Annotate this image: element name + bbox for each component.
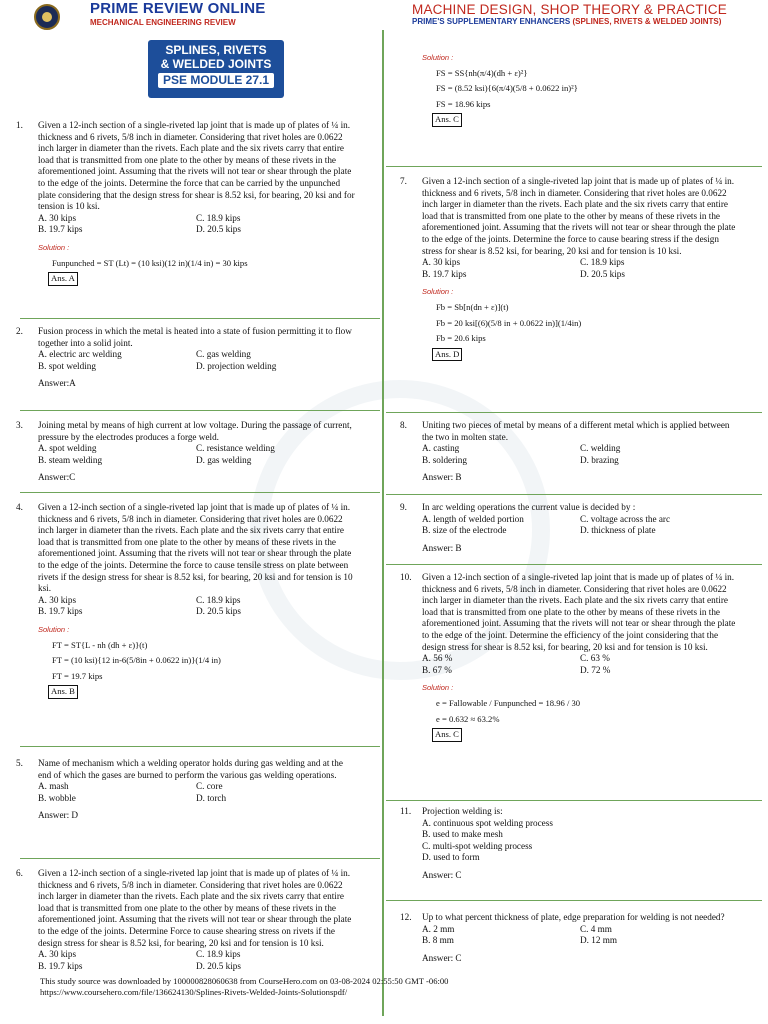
header-left	[34, 0, 374, 100]
question-text: Joining metal by means of high current at low voltage. During the passage of current, pressure by the electrodes produces a forge weld.	[38, 420, 352, 442]
book-subtitle	[412, 17, 721, 26]
question-left-6	[16, 868, 356, 972]
question-text: Up to what percent thickness of plate, edge preparation for welding is not needed?	[422, 912, 725, 922]
equation: FT = 19.7 kips	[52, 670, 103, 681]
option-row	[38, 949, 356, 961]
option: A. continuous spot welding process	[422, 817, 553, 828]
option: B. wobble	[38, 792, 76, 803]
answer-text: Answer:A	[38, 378, 76, 389]
solution-label: Solution :	[422, 683, 454, 693]
option: D. thickness of plate	[580, 525, 656, 536]
question-left-4	[16, 502, 356, 699]
brand-subtitle: MECHANICAL ENGINEERING REVIEW	[90, 18, 236, 27]
equation: FT = (10 ksi){12 in-6(5/8in + 0.0622 in)}(1/4 in)	[52, 655, 221, 666]
solution-label: Solution :	[422, 287, 454, 297]
question-right-1	[422, 46, 578, 127]
question-text: In arc welding operations the current value is decided by :	[422, 502, 636, 512]
question-separator	[386, 800, 762, 801]
option-row	[422, 257, 740, 269]
footer	[40, 976, 720, 998]
solution-label: Solution :	[38, 624, 70, 634]
option-row	[422, 443, 740, 455]
option: A. spot welding	[38, 443, 97, 454]
question-right-7	[400, 912, 740, 964]
question-right-2	[400, 176, 740, 361]
column-divider	[382, 30, 384, 1016]
question-number: 2.	[16, 326, 23, 336]
footer-source: This study source was downloaded by 100000828060638 from CourseHero.com on 03-08-2024 02:55:50 GMT -06:00	[40, 976, 449, 986]
option: C. 63 %	[580, 653, 610, 664]
option-row	[422, 455, 740, 467]
option-row	[422, 935, 740, 947]
question-right-3	[400, 420, 740, 484]
option-row	[422, 852, 740, 864]
option-row	[38, 213, 356, 225]
option: C. multi-spot welding process	[422, 840, 533, 851]
option: B. 8 mm	[422, 935, 454, 946]
question-number: 10.	[400, 572, 412, 582]
answer-text: Answer: B	[422, 542, 462, 553]
logo-icon	[34, 4, 60, 30]
question-text: Projection welding is:	[422, 806, 503, 816]
option: A. 30 kips	[38, 594, 77, 605]
option: B. spot welding	[38, 360, 96, 371]
option: C. gas welding	[196, 349, 251, 360]
option: D. 72 %	[580, 664, 611, 675]
question-right-4	[400, 502, 740, 554]
option: A. mash	[38, 781, 69, 792]
equation: FT = ST{L - nh (dh + ε)}(t)	[52, 639, 148, 650]
question-number: 12.	[400, 912, 412, 922]
question-number: 1.	[16, 120, 23, 130]
question-text: Given a 12-inch section of a single-riveted lap joint that is made up of plates of ¼ in. thickness and 6 rivets, 5/8 inch in diameter. Considering that rivet holes are 0.0622 inch larger in diameter than the rivets. Each plate and the six rivets carry that entire load that is transmitted from one plate to the other by means of these rivets in the aforementioned joint. Assuming that the rivets will not tear or shear through the plate to the edge of the joints. Determine Force to cause shearing stress on rivets if the design stress for shear is 8.52 ksi, for bearing, 20 ksi and for tension is 10 ksi.	[38, 868, 352, 948]
book-sub-topic: (SPLINES, RIVETS & WELDED JOINTS)	[572, 17, 722, 26]
equation: Fb = 20.6 kips	[436, 333, 486, 344]
options	[38, 781, 356, 804]
option-row	[38, 781, 356, 793]
option: B. 19.7 kips	[38, 606, 83, 617]
option-row	[422, 818, 740, 830]
option: A. 2 mm	[422, 923, 455, 934]
question-right-5	[400, 572, 740, 742]
module-line3: PSE MODULE 27.1	[158, 73, 274, 88]
option: B. steam welding	[38, 454, 103, 465]
question-separator	[20, 858, 380, 859]
question-text: Given a 12-inch section of a single-riveted lap joint that is made up of plates of ¼ in. thickness and 6 rivets, 5/8 inch in diameter. Considering that rivet holes are 0.0622 inch larger in diameter than the rivets. Each plate and the six rivets carry that entire load that is transmitted from one plate to the other by means of these rivets in the aforementioned joint. Assuming that the rivets will not tear or shear through the plate to the edge of the joints. Determine the force that can be carried by the unpunched plate considering that the design stress for shear is 8.52 ksi, for bearing, 20 ksi and for tension is 10 ksi.	[38, 120, 355, 212]
question-text: Uniting two pieces of metal by means of a different metal which is applied between the two in molten state.	[422, 420, 730, 442]
answer-box: Ans. C	[432, 728, 462, 742]
options	[38, 213, 356, 236]
option: C. 18.9 kips	[580, 257, 625, 268]
footer-url: https://www.coursehero.com/file/136624130/Splines-Rivets-Welded-Joints-Solutionspdf/	[40, 987, 348, 997]
option-row	[422, 525, 740, 537]
question-separator	[20, 746, 380, 747]
option-row	[38, 961, 356, 973]
options	[422, 443, 740, 466]
question-number: 6.	[16, 868, 23, 878]
option-row	[422, 653, 740, 665]
equation: Funpunched = ST (Lt) = (10 ksi)(12 in)(1/4 in) = 30 kips	[52, 257, 248, 268]
option: A. 56 %	[422, 653, 453, 664]
question-separator	[386, 166, 762, 167]
question-text: Fusion process in which the metal is heated into a state of fusion permitting it to flow together into a solid joint.	[38, 326, 352, 348]
option: D. projection welding	[196, 360, 277, 371]
option: D. gas welding	[196, 454, 252, 465]
option: B. used to make mesh	[422, 829, 503, 840]
option: C. resistance welding	[196, 443, 275, 454]
option: C. welding	[580, 443, 621, 454]
question-left-2	[16, 326, 356, 390]
question-left-3	[16, 420, 356, 484]
option: A. 30 kips	[422, 257, 461, 268]
question-left-1	[16, 120, 356, 286]
answer-box: Ans. D	[432, 348, 462, 362]
option: A. electric arc welding	[38, 349, 122, 360]
option-row	[422, 269, 740, 281]
option: D. 20.5 kips	[580, 268, 625, 279]
option: A. casting	[422, 443, 460, 454]
options	[38, 443, 356, 466]
option: A. 30 kips	[38, 212, 77, 223]
option: D. 20.5 kips	[196, 224, 241, 235]
option-row	[38, 595, 356, 607]
option: B. 19.7 kips	[38, 960, 83, 971]
answer-text: Answer:C	[38, 472, 76, 483]
question-number: 5.	[16, 758, 23, 768]
option: C. 4 mm	[580, 923, 612, 934]
answer-text: Answer: C	[422, 952, 462, 963]
question-separator	[20, 318, 380, 319]
options	[422, 514, 740, 537]
question-number: 7.	[400, 176, 407, 186]
question-separator	[386, 494, 762, 495]
options	[422, 653, 740, 676]
option: C. 18.9 kips	[196, 212, 241, 223]
book-title: MACHINE DESIGN, SHOP THEORY & PRACTICE	[412, 2, 727, 17]
module-line1: SPLINES, RIVETS	[165, 43, 267, 57]
option-row	[422, 665, 740, 677]
question-separator	[20, 492, 380, 493]
option: B. 19.7 kips	[422, 268, 467, 279]
option-row	[422, 829, 740, 841]
option: C. core	[196, 781, 223, 792]
book-sub-main: PRIME'S SUPPLEMENTARY ENHANCERS	[412, 17, 571, 26]
option: D. torch	[196, 792, 227, 803]
question-number: 8.	[400, 420, 407, 430]
equation: FS = SS{nh(π/4)(dh + ε)²}	[436, 67, 528, 78]
option: C. 18.9 kips	[196, 594, 241, 605]
option-row	[422, 841, 740, 853]
option-row	[38, 443, 356, 455]
equation: Fb = Sb[n(dn + ε)](t)	[436, 301, 509, 312]
question-text: Given a 12-inch section of a single-riveted lap joint that is made up of plates of ¼ in. thickness and 6 rivets, 5/8 inch in diameter. Considering that rivet holes are 0.0622 inch larger in diameter than the rivets. Each plate and the six rivets carry that entire load that is transmitted from one plate to the other by means of these rivets in the aforementioned joint. Assuming that the rivets will not tear or shear through the plate to the edge of the joints. Determine the force to cause tensile stress on plate between rivets if the design stress for shear is 8.52 ksi, for bearing, 20 ksi and for tension is 10 ksi.	[38, 502, 353, 594]
options	[422, 924, 740, 947]
question-number: 3.	[16, 420, 23, 430]
question-number: 9.	[400, 502, 407, 512]
equation: e = Fallowable / Funpunched = 18.96 / 30	[436, 697, 581, 708]
option: D. 12 mm	[580, 935, 618, 946]
module-badge	[148, 40, 284, 98]
options	[38, 949, 356, 972]
question-separator	[386, 412, 762, 413]
option-row	[38, 606, 356, 618]
question-right-6	[400, 806, 740, 882]
option-row	[38, 793, 356, 805]
option-row	[422, 514, 740, 526]
option: D. 20.5 kips	[196, 960, 241, 971]
answer-text: Answer: C	[422, 869, 462, 880]
answer-box: Ans. A	[48, 272, 78, 286]
option: D. 20.5 kips	[196, 606, 241, 617]
question-number: 11.	[400, 806, 412, 816]
options	[38, 595, 356, 618]
equation: e = 0.632 ≈ 63.2%	[436, 713, 500, 724]
question-separator	[20, 410, 380, 411]
question-text: Given a 12-inch section of a single-riveted lap joint that is made up of plates of ¼ in. thickness and 6 rivets, 5/8 inch in diameter. Considering that rivet holes are 0.0622 inch larger in diameter than the rivets. Each plate and the six rivets carry that entire load that is transmitted from one plate to the other by means of these rivets in the aforementioned joint. Assuming that the rivets will not tear or shear through the plate to the edge of the joint. Determine the efficiency of the joint considering that the design stress for shear is 8.52 ksi, for bearing, 20 ksi and for tension is 10 ksi.	[422, 572, 736, 652]
options	[38, 349, 356, 372]
solution-label: Solution :	[422, 53, 454, 62]
answer-box: Ans. B	[48, 685, 78, 699]
question-separator	[386, 564, 762, 565]
equation: FS = (8.52 ksi){6(π/4)(5/8 + 0.0622 in)²}	[436, 83, 578, 94]
equation: FS = 18.96 kips	[436, 98, 491, 109]
option: B. soldering	[422, 454, 467, 465]
answer-text: Answer: D	[38, 810, 79, 821]
option: C. 18.9 kips	[196, 949, 241, 960]
question-separator	[386, 900, 762, 901]
question-text: Name of mechanism which a welding operator holds during gas welding and at the end of which the gases are burned to perform the various gas welding operations.	[38, 758, 343, 780]
option: B. 67 %	[422, 664, 452, 675]
option-row	[38, 455, 356, 467]
option: D. used to form	[422, 852, 480, 863]
options	[422, 818, 740, 864]
option: B. 19.7 kips	[38, 224, 83, 235]
brand-title: PRIME REVIEW ONLINE	[90, 0, 266, 17]
option-row	[38, 349, 356, 361]
question-left-5	[16, 758, 356, 822]
module-line2: & WELDED JOINTS	[160, 57, 272, 71]
question-text: Given a 12-inch section of a single-riveted lap joint that is made up of plates of ¼ in. thickness and 6 rivets, 5/8 inch in diameter. Considering that rivet holes are 0.0622 inch larger in diameter than the rivets. Each plate and the six rivets carry that entire load that is transmitted from one plate to the other by means of these rivets in the aforementioned joint. Assuming that the rivets will not tear or shear through the plate to the edge of the joints. Determine the force to cause bearing stress if the design stress for shear is 8.52 ksi, for bearing, 20 ksi and for tension is 10 ksi.	[422, 176, 736, 256]
answer-text: Answer: B	[422, 472, 462, 483]
option: A. length of welded portion	[422, 513, 524, 524]
solution-label: Solution :	[38, 242, 70, 252]
option-row	[422, 924, 740, 936]
option: D. brazing	[580, 454, 619, 465]
option-row	[38, 224, 356, 236]
option: A. 30 kips	[38, 949, 77, 960]
option-row	[38, 361, 356, 373]
option: B. size of the electrode	[422, 525, 507, 536]
answer-box: Ans. C	[432, 113, 462, 127]
options	[422, 257, 740, 280]
question-number: 4.	[16, 502, 23, 512]
equation: Fb = 20 ksi[(6)(5/8 in + 0.0622 in)](1/4in)	[436, 317, 582, 328]
option: C. voltage across the arc	[580, 513, 671, 524]
